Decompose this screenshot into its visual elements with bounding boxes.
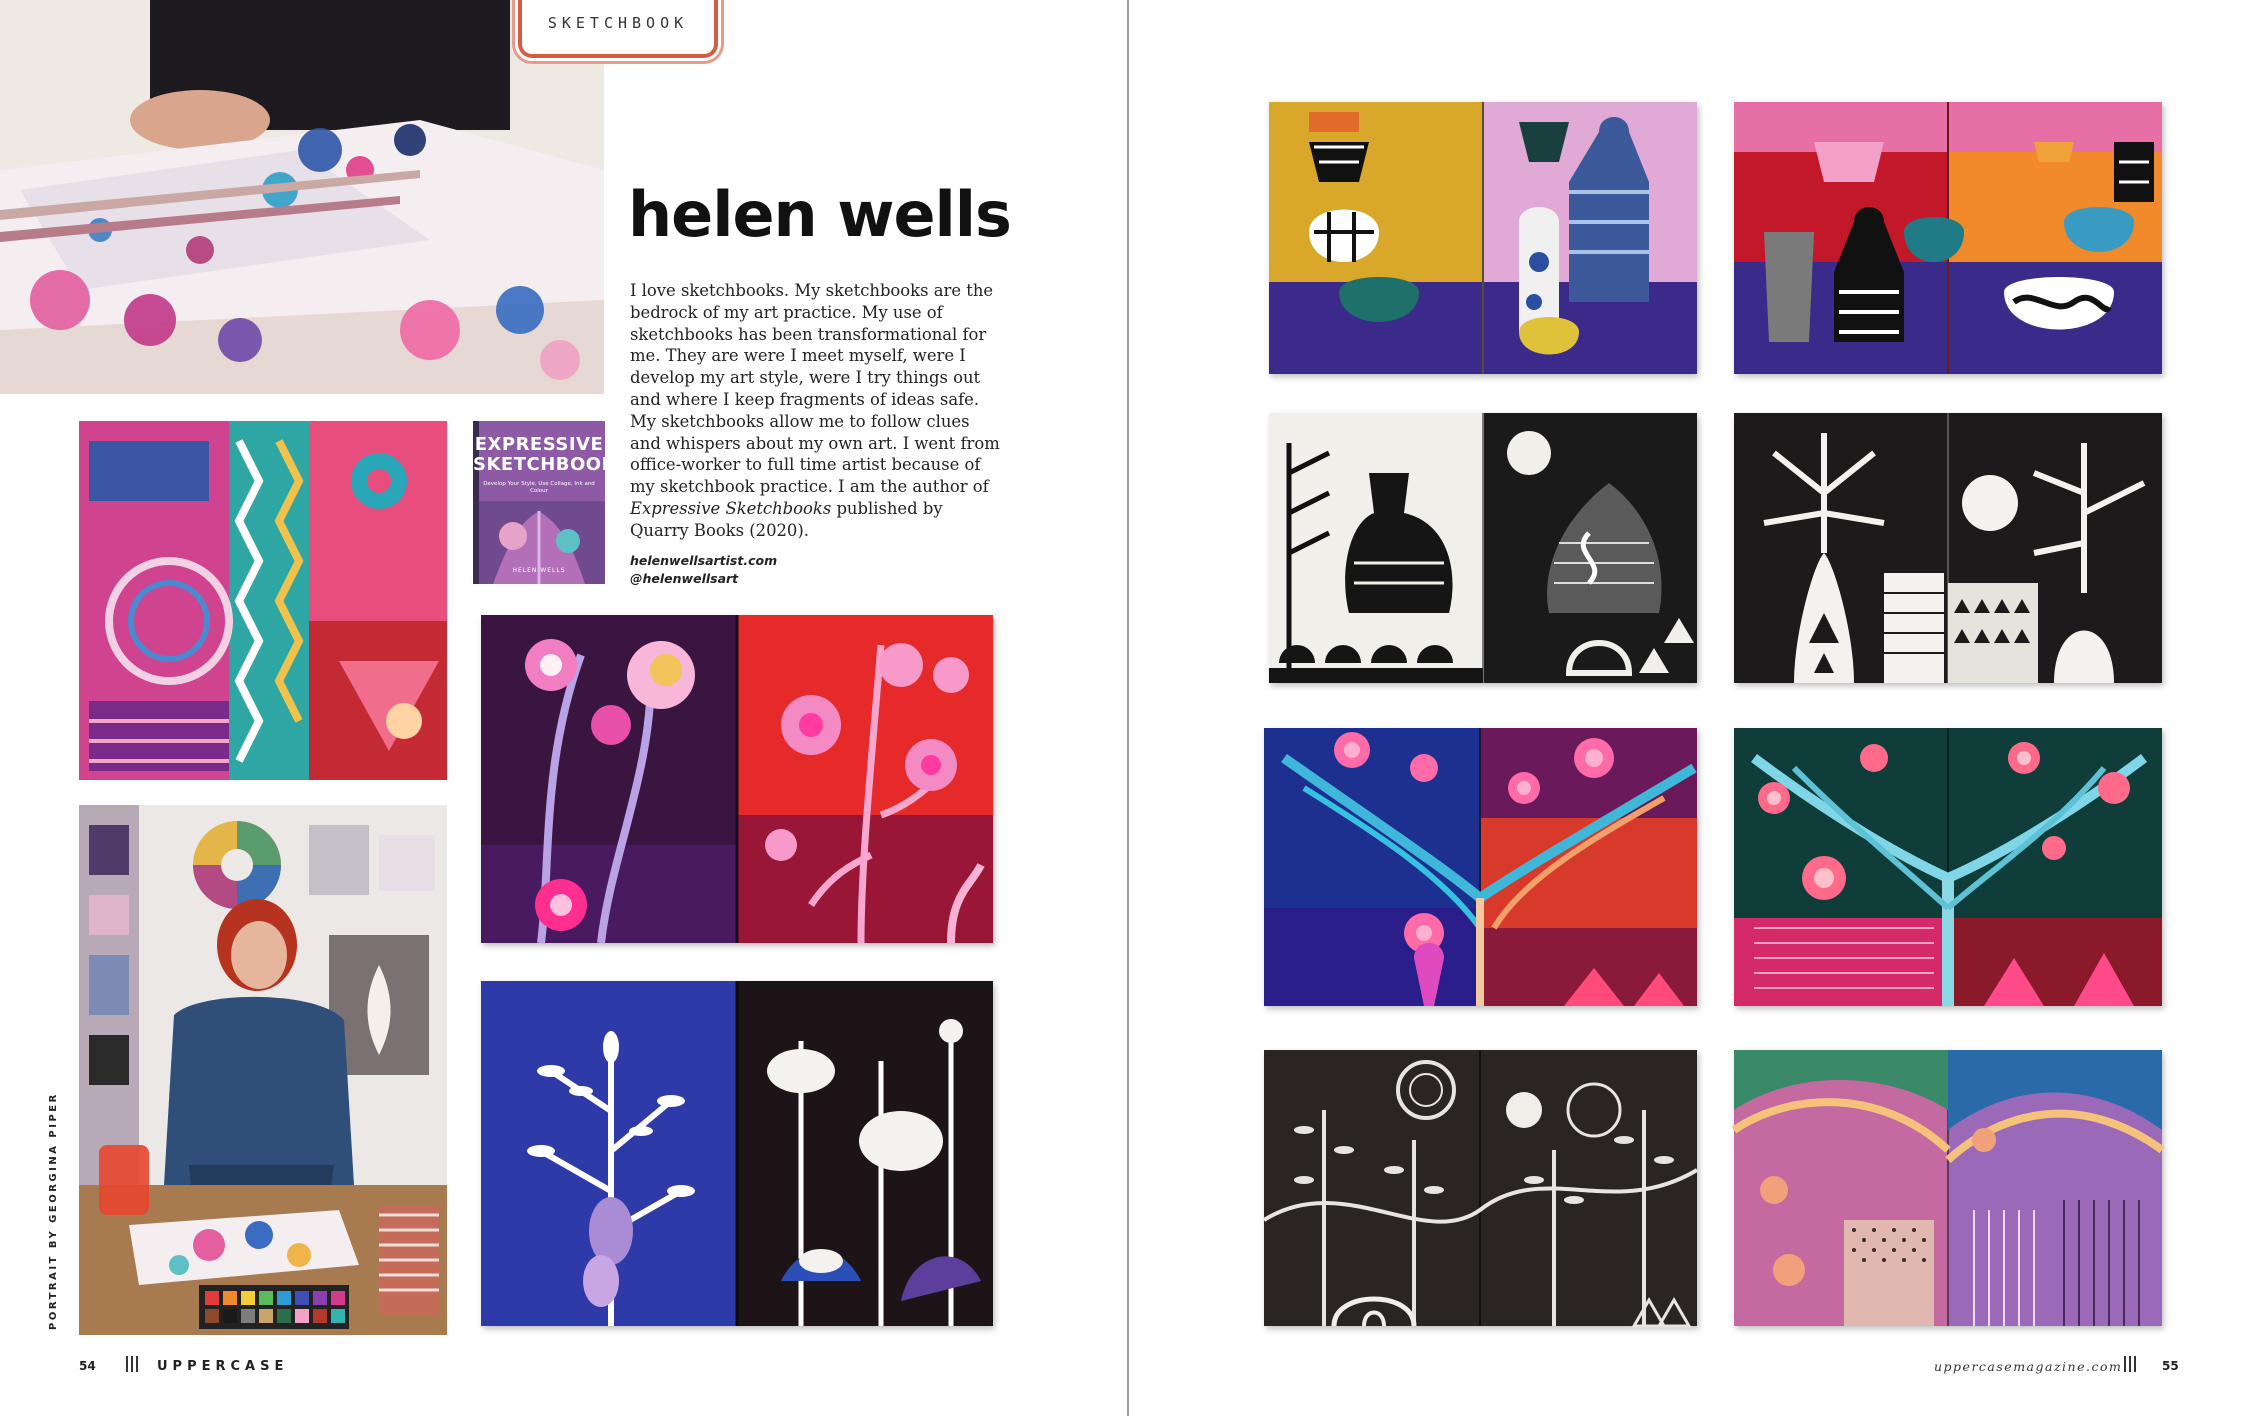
brand-wordmark: UPPERCASE: [157, 1359, 289, 1374]
book-cover-title: EXPRESSIVE SKETCHBOOKS: [473, 434, 630, 475]
folio-bars-left: [126, 1356, 138, 1372]
sketchbook-spread-black-white-jugs: [1269, 413, 1697, 683]
section-tab: [518, 0, 718, 58]
photo-sketchbook-collage: [79, 421, 447, 780]
photo-artist-portrait: [79, 805, 447, 1335]
sketchbook-spread-vessels-ochre: [1269, 102, 1697, 374]
photo-hands-sketchbook: [0, 0, 604, 394]
sketchbook-spread-pink-flowers: [481, 615, 993, 943]
body-text-start: I love sketchbooks. My sketchbooks are the bedrock of my art practice. My use of sketchbooks has been transformational for me. They are were I meet myself, were I develop my art style, were I try things out and where I keep fragments of ideas safe. My sketchbooks allow me to follow clues and whispers about my own art. I went from office-worker to full time artist because of my sketchbook practice. I am the author of: [630, 281, 1000, 497]
section-label: SKETCHBOOK: [547, 14, 689, 32]
book-title-italic: Expressive Sketchbooks: [630, 498, 832, 518]
artist-website: helenwellsartist.com: [630, 553, 778, 568]
folio-bars-right: [2124, 1356, 2136, 1372]
photo-credit: PORTRAIT BY GEORGINA PIPER: [48, 1092, 59, 1330]
book-cover-author: HELEN WELLS: [512, 567, 566, 574]
right-page-number: 55: [2162, 1359, 2179, 1373]
left-page-number: 54: [79, 1359, 96, 1373]
sketchbook-spread-black-white-plants: [1734, 413, 2162, 683]
book-cover-subtitle: Develop Your Style, Use Collage, Ink and Colour: [483, 481, 595, 494]
book-cover: [473, 421, 630, 584]
left-page: [0, 0, 1127, 1416]
artist-handle: @helenwellsart: [630, 571, 739, 586]
sketchbook-spread-black-vines: [1264, 1050, 1697, 1326]
sketchbook-spread-blue-red-tree: [1264, 728, 1697, 1006]
sketchbook-spread-pastel-arches: [1734, 1050, 2162, 1326]
sketchbook-spread-vessels-red: [1734, 102, 2162, 374]
article-body: [630, 280, 1002, 542]
sketchbook-spread-white-foliage: [481, 981, 993, 1326]
artist-links: [630, 552, 777, 588]
body-text-end: published by Quarry Books (2020).: [630, 498, 943, 540]
right-page: [1129, 0, 2256, 1416]
article-title: helen wells: [628, 178, 1011, 251]
magazine-website: uppercasemagazine.com: [1934, 1359, 2123, 1374]
sketchbook-spread-teal-tree: [1734, 728, 2162, 1006]
